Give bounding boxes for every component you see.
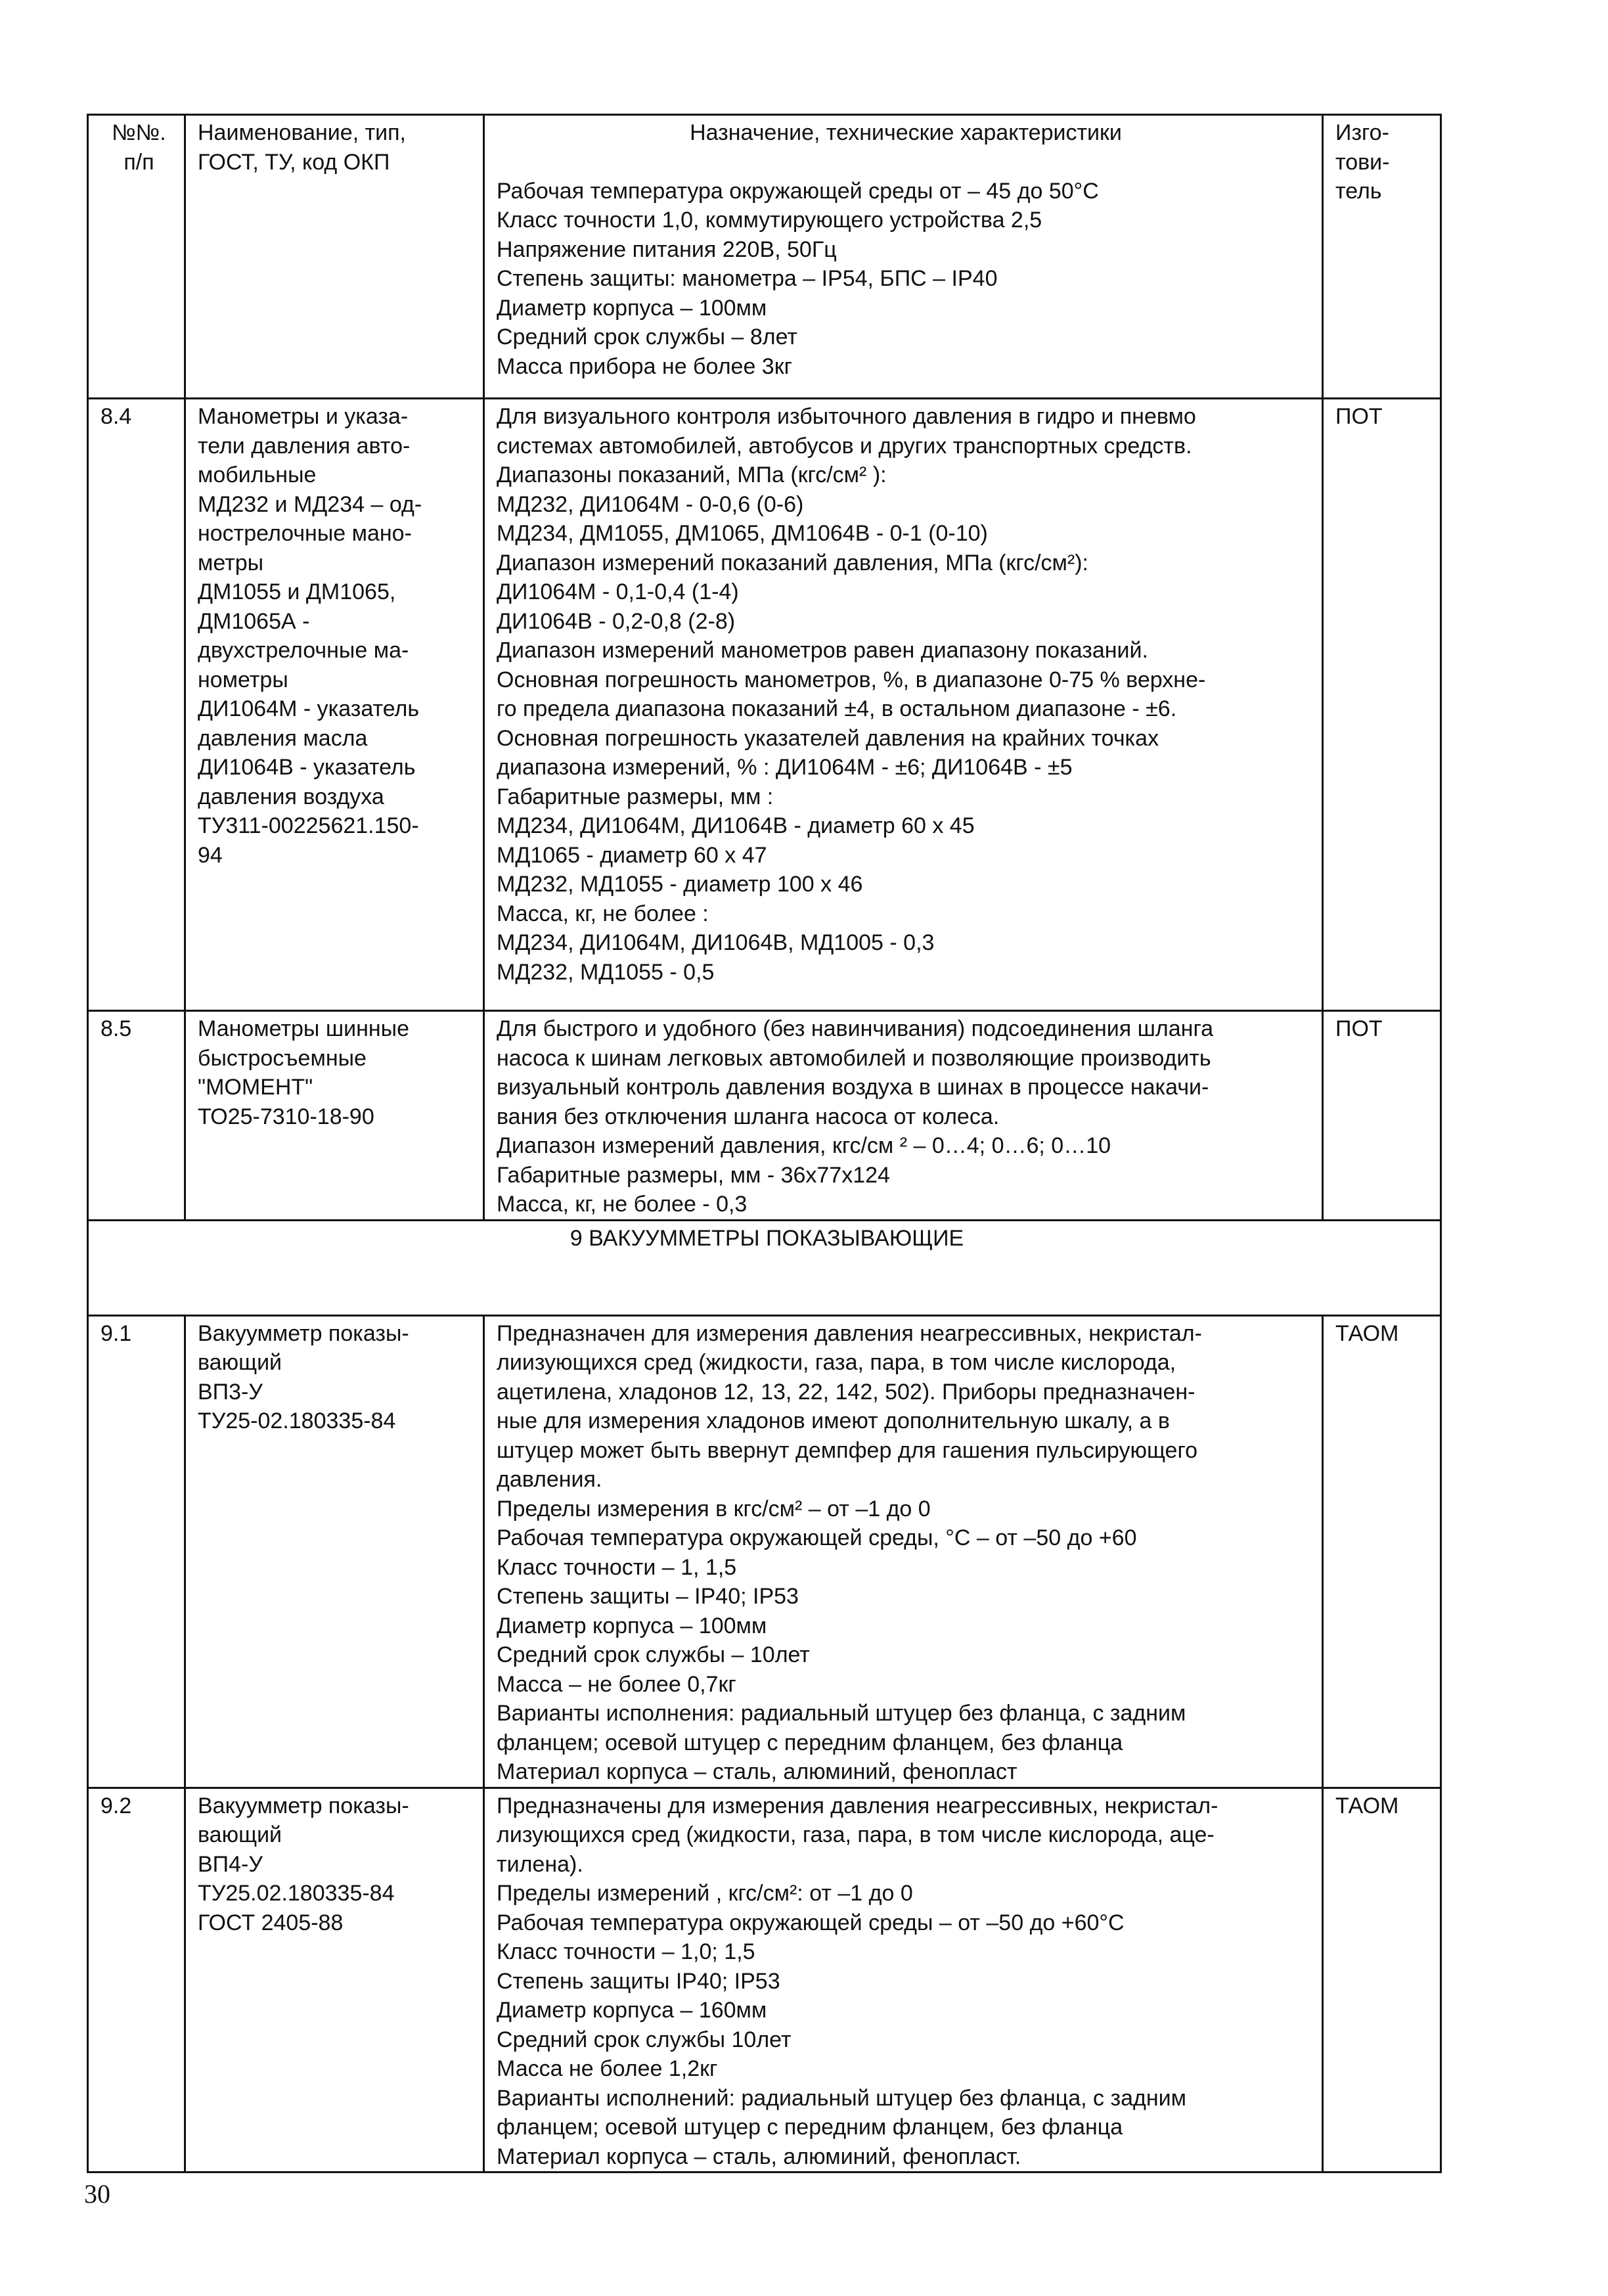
text-line: ацетилена, хладонов 12, 13, 22, 142, 502). Приборы предназначен- (497, 1379, 1195, 1405)
text-line: Средний срок службы – 10лет (497, 1642, 810, 1667)
text-line: быстросъемные (198, 1045, 367, 1071)
text-line: Варианты исполнений: радиальный штуцер без фланца, с задним (497, 2085, 1186, 2111)
text-line: Класс точности – 1,0; 1,5 (497, 1939, 755, 1964)
continuation-line: Рабочая температура окружающей среды от – 45 до 50°С (497, 178, 1099, 204)
row-num: 9.1 (88, 1315, 185, 1788)
text-line: Основная погрешность указателей давления на крайних точках (497, 725, 1159, 751)
continuation-line: Напряжение питания 220В, 50Гц (497, 236, 837, 262)
row-maker: ТАОМ (1323, 1788, 1441, 2172)
text-line: диапазона измерений, % : ДИ1064М - ±6; ДИ1064В - ±5 (497, 755, 1073, 780)
text-line: Масса не более 1,2кг (497, 2056, 718, 2081)
text-line: тели давления авто- (198, 433, 411, 459)
row-name (185, 1788, 484, 2172)
table-row (88, 1315, 1441, 1788)
text-line: Диапазоны показаний, МПа (кгс/см² ): (497, 462, 887, 487)
row-desc (484, 1315, 1323, 1788)
text-line: Габаритные размеры, мм : (497, 784, 774, 809)
text-line: ВП3-У (198, 1379, 263, 1405)
continuation-line: Диаметр корпуса – 100мм (497, 295, 767, 321)
text-line: Предназначены для измерения давления неагрессивных, некристал- (497, 1793, 1218, 1818)
row-maker: ПОТ (1323, 1011, 1441, 1221)
row-desc (484, 1011, 1323, 1221)
row-maker: ПОТ (1323, 399, 1441, 1011)
text-line: ДИ1064В - указатель (198, 755, 416, 780)
text-line: Габаритные размеры, мм - 36х77х124 (497, 1162, 890, 1188)
text-line: ДИ1064М - 0,1-0,4 (1-4) (497, 579, 739, 604)
text-line: Класс точности – 1, 1,5 (497, 1554, 737, 1580)
header-name: Наименование, тип, ГОСТ, ТУ, код ОКП (185, 115, 484, 399)
header-purpose: Назначение, технические характеристики Рабочая температура окружающей среды от – 45 до 50°С Класс точности 1,0, коммутирующего устройства 2,5 Напряжение питания 220В, 50Гц Степень защиты: манометра – IP54, БПС – IP40 Диаметр корпуса – 100мм Средний срок службы – 8лет Масса прибора не более 3кг (484, 115, 1323, 399)
text-line: ТУ25-02.180335-84 (198, 1408, 396, 1433)
text-line: метры (198, 550, 264, 575)
text-line: Рабочая температура окружающей среды – от –50 до +60°С (497, 1910, 1125, 1935)
continuation-line: Степень защиты: манометра – IP54, БПС – IP40 (497, 266, 998, 291)
text-line: ТО25-7310-18-90 (198, 1104, 374, 1129)
text-line: Масса, кг, не более - 0,3 (497, 1192, 748, 1217)
table-row (88, 1788, 1441, 2172)
text-line: Манометры шинные (198, 1016, 409, 1041)
text-line: лиизующихся сред (жидкости, газа, пара, в том числе кислорода, (497, 1350, 1176, 1375)
text-line: Диапазон измерений показаний давления, МПа (кгс/см²): (497, 550, 1088, 575)
text-line: Рабочая температура окружающей среды, °С – от –50 до +60 (497, 1525, 1137, 1550)
text-line: Основная погрешность манометров, %, в диапазоне 0-75 % верхне- (497, 667, 1206, 692)
text-line: МД234, ДИ1064М, ДИ1064В, МД1005 - 0,3 (497, 930, 935, 955)
text-line: МД232, ДИ1064М - 0-0,6 (0-6) (497, 491, 804, 517)
row-name (185, 1315, 484, 1788)
row-desc (484, 399, 1323, 1011)
text-line: лизующихся сред (жидкости, газа, пара, в том числе кислорода, аце- (497, 1822, 1215, 1847)
text-line: ВП4-У (198, 1851, 263, 1877)
row-num: 8.4 (88, 399, 185, 1011)
text-line: давления. (497, 1467, 602, 1492)
text-line: Для визуального контроля избыточного давления в гидро и пневмо (497, 404, 1196, 429)
text-line: МД1065 - диаметр 60 х 47 (497, 842, 767, 868)
text-line: давления воздуха (198, 784, 384, 809)
text-line: МД234, ДИ1064М, ДИ1064В - диаметр 60 х 45 (497, 813, 975, 838)
text-line: ДИ1064М - указатель (198, 696, 420, 721)
text-line: МД234, ДМ1055, ДМ1065, ДМ1064В - 0-1 (0-10) (497, 521, 988, 546)
row-name (185, 399, 484, 1011)
text-line: Пределы измерений , кгс/см²: от –1 до 0 (497, 1881, 913, 1906)
text-line: Степень защиты – IP40; IP53 (497, 1584, 799, 1609)
text-line: системах автомобилей, автобусов и других транспортных средств. (497, 433, 1192, 459)
text-line: фланцем; осевой штуцер с передним фланцем, без фланца (497, 2115, 1123, 2140)
text-line: ДМ1055 и ДМ1065, (198, 579, 396, 604)
text-line: ДИ1064В - 0,2-0,8 (2-8) (497, 608, 736, 634)
text-line: двухстрелочные ма- (198, 638, 409, 663)
text-line: вания без отключения шланга насоса от колеса. (497, 1104, 1000, 1129)
text-line: Материал корпуса – сталь, алюминий, фенопласт (497, 1759, 1017, 1784)
page-number: 30 (84, 2179, 110, 2209)
text-line: вающий (198, 1350, 282, 1375)
header-maker: Изго- тови- тель (1323, 115, 1441, 399)
text-line: нострелочные мано- (198, 521, 412, 546)
text-line: штуцер может быть ввернут демпфер для гашения пульсирующего (497, 1437, 1198, 1463)
text-line: ГОСТ 2405-88 (198, 1910, 344, 1935)
text-line: Пределы измерения в кгс/см² – от –1 до 0 (497, 1496, 931, 1521)
text-line: Предназначен для измерения давления неагрессивных, некристал- (497, 1320, 1202, 1346)
continuation-line: Масса прибора не более 3кг (497, 353, 792, 379)
text-line: Материал корпуса – сталь, алюминий, фенопласт. (497, 2144, 1021, 2169)
row-maker: ТАОМ (1323, 1315, 1441, 1788)
continuation-line: Средний срок службы – 8лет (497, 325, 797, 349)
text-line: МД232, МД1055 - диаметр 100 х 46 (497, 872, 863, 897)
row-num: 9.2 (88, 1788, 185, 2172)
text-line: Манометры и указа- (198, 404, 409, 429)
text-line: мобильные (198, 462, 317, 487)
text-line: Для быстрого и удобного (без навинчивания) подсоединения шланга (497, 1016, 1214, 1041)
row-num: 8.5 (88, 1011, 185, 1221)
text-line: Диапазон измерений манометров равен диапазону показаний. (497, 638, 1148, 663)
text-line: ДМ1065А - (198, 608, 310, 634)
text-line: "МОМЕНТ" (198, 1075, 313, 1100)
text-line: МД232, МД1055 - 0,5 (497, 959, 715, 985)
text-line: вающий (198, 1822, 282, 1847)
section-title: 9 ВАКУУММЕТРЫ ПОКАЗЫВАЮЩИЕ (88, 1220, 1441, 1315)
text-line: Вакуумметр показы- (198, 1320, 409, 1346)
text-line: го предела диапазона показаний ±4, в остальном диапазоне - ±6. (497, 696, 1177, 721)
spec-table (87, 114, 1442, 2173)
continuation-line: Класс точности 1,0, коммутирующего устройства 2,5 (497, 208, 1042, 233)
text-line: насоса к шинам легковых автомобилей и позволяющие производить (497, 1045, 1211, 1071)
header-row (88, 115, 1441, 399)
row-desc (484, 1788, 1323, 2172)
text-line: Масса, кг, не более : (497, 901, 709, 926)
row-name (185, 1011, 484, 1221)
text-line: ТУ25.02.180335-84 (198, 1881, 395, 1906)
text-line: Диаметр корпуса – 160мм (497, 1998, 767, 2023)
table-row (88, 1011, 1441, 1221)
text-line: ные для измерения хладонов имеют дополнительную шкалу, а в (497, 1408, 1170, 1433)
text-line: Средний срок службы 10лет (497, 2027, 792, 2052)
table-row (88, 399, 1441, 1011)
text-line: нометры (198, 667, 288, 692)
text-line: Диапазон измерений давления, кгс/см ² – 0…4; 0…6; 0…10 (497, 1133, 1111, 1158)
text-line: визуальный контроль давления воздуха в шинах в процессе накачи- (497, 1075, 1209, 1100)
text-line: МД232 и МД234 – од- (198, 491, 422, 517)
header-num: №№. п/п (88, 115, 185, 399)
text-line: Вакуумметр показы- (198, 1793, 409, 1818)
text-line: 94 (198, 842, 223, 868)
text-line: ТУ311-00225621.150- (198, 813, 419, 838)
text-line: давления масла (198, 725, 368, 751)
text-line: Диаметр корпуса – 100мм (497, 1613, 767, 1638)
text-line: фланцем; осевой штуцер с передним фланцем, без фланца (497, 1730, 1123, 1755)
section-row (88, 1220, 1441, 1315)
text-line: тилена). (497, 1851, 583, 1877)
text-line: Варианты исполнения: радиальный штуцер без фланца, с задним (497, 1701, 1186, 1726)
text-line: Степень защиты IP40; IP53 (497, 1968, 780, 1994)
text-line: Масса – не более 0,7кг (497, 1671, 736, 1697)
